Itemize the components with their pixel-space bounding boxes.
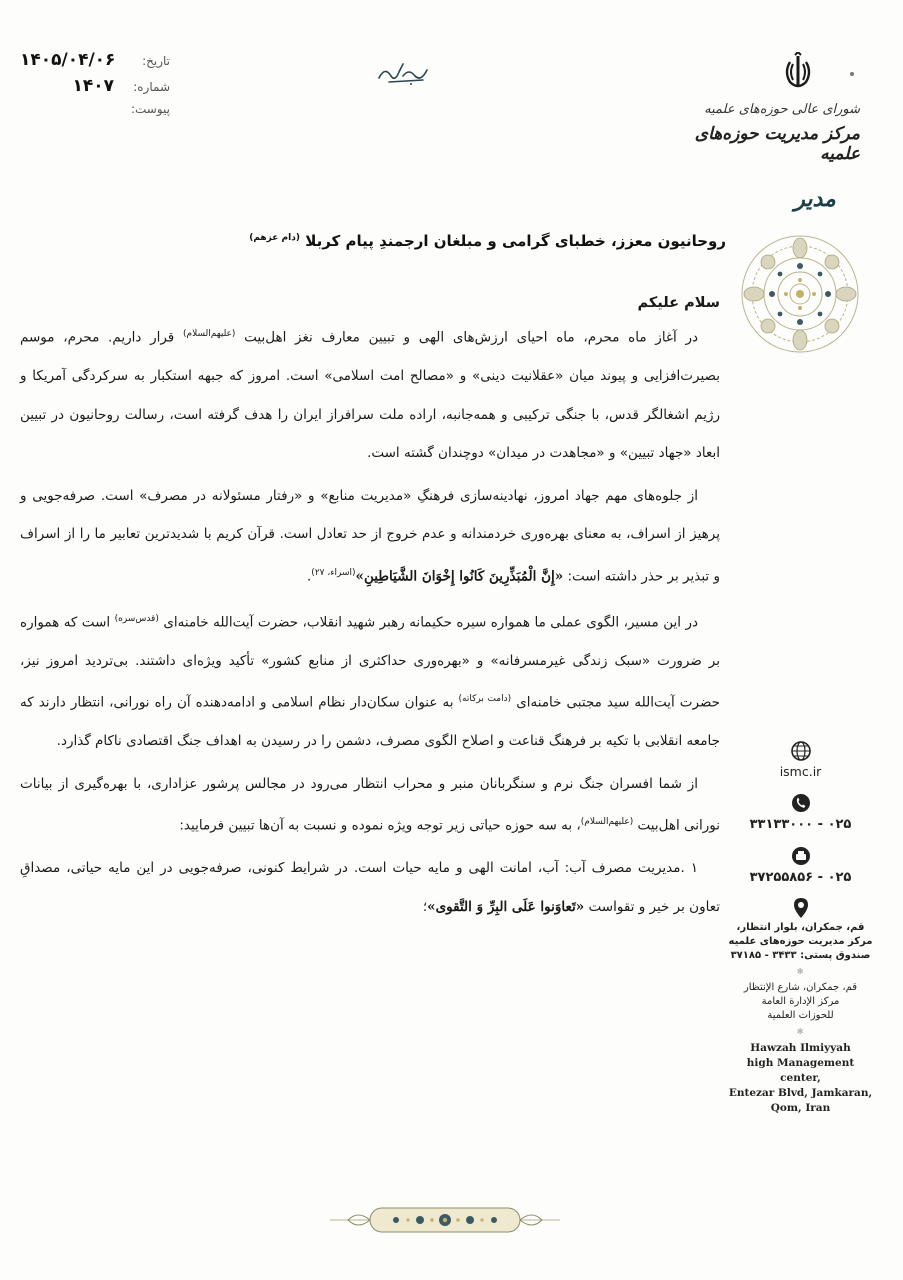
p3-text-a: در این مسیر، الگوی عملی ما همواره سیره حکیمانه رهبر شهید انقلاب، حضرت آیت‌الله خامنه‌ای [163, 614, 698, 630]
phone-icon [791, 793, 811, 813]
paragraph-3 [20, 600, 720, 761]
addressee-honorific: (دام عزهم) [249, 233, 300, 243]
sender-title: مدیر [794, 186, 836, 212]
addressee-line [249, 232, 726, 250]
attachment-row [20, 102, 170, 128]
separator-star: ✻ [796, 967, 804, 976]
p4-text-b: ، به سه حوزه حیاتی زیر توجه ویژه نموده و نسبت به آن‌ها تبیین فرمایید: [179, 817, 581, 834]
p2-end: . [307, 568, 312, 584]
p2-verse-ref: (اسراء، ۲۷) [311, 567, 356, 578]
paragraph-1 [20, 315, 720, 473]
address-fa-line: صندوق پستی: ۳۴۳۳ - ۳۷۱۸۵ [730, 950, 871, 961]
p1-honorific: (علیهم‌السلام) [182, 329, 236, 339]
contact-sidebar [728, 740, 873, 1116]
emblem-icon [778, 52, 818, 92]
p5-text-a: ۱ .مدیریت مصرف آب: آب، امانت الهی و مایه حیات است. در شرایط کنونی، صرفه‌جویی در این مایه حیاتی، مصداقِ تعاون بر خیر و تقواست [20, 860, 720, 915]
number-row [20, 76, 170, 102]
p2-verse: «إِنَّ الْمُبَذِّرِينَ كَانُوا إِخْوَانَ الشَّيَاطِينِ» [355, 568, 564, 584]
address-en [728, 1041, 873, 1116]
date-label: تاریخ: [142, 54, 170, 68]
date-row [20, 50, 170, 76]
number-value: ۱۴۰۷ [72, 76, 114, 96]
date-value: ۱۴۰۵/۰۴/۰۶ [20, 50, 116, 70]
p3-honorific-1: (قدس‌سره) [114, 613, 159, 624]
address-en-line: Hawzah Ilmiyyah [750, 1042, 851, 1054]
number-label: شماره: [133, 80, 170, 94]
mark-dot [850, 72, 854, 76]
p1-text-a: در آغاز ماه محرم، ماه احیای ارزش‌های الهی و تبیین معارف نغز اهل‌بیت [244, 329, 698, 346]
address-fa-line: قم، جمکران، بلوار انتظار، [736, 922, 865, 933]
address-ar-line: للحوزات العلمية [767, 1010, 834, 1021]
p4-honorific: (علیهم‌السلام) [580, 817, 634, 827]
p3-honorific-2: (دامت برکاته) [458, 694, 512, 704]
fax-icon [791, 846, 811, 866]
address-ar [728, 981, 873, 1023]
footer-ornament [330, 1198, 560, 1242]
addressee-text: روحانیون معزز، خطبای گرامی و مبلغان ارجمندِ پیام کربلا [305, 232, 726, 250]
paragraph-2 [20, 477, 720, 596]
address-fa [728, 921, 873, 963]
greeting: سلام علیکم [637, 295, 720, 311]
p5-end: ؛ [422, 898, 428, 915]
address-en-line: Entezar Blvd, Jamkaran, [728, 1087, 873, 1099]
address-en-line: high Management center, [746, 1057, 855, 1084]
address-ar-line: قم، جمکران، شارع الإنتظار [743, 982, 858, 993]
address-en-line: Qom, Iran [770, 1102, 831, 1114]
fax-number: ۰۲۵ - ۳۷۲۵۵۸۵۶ [749, 870, 852, 885]
globe-icon [790, 740, 812, 762]
org-name: مرکز مدیریت حوزه‌های علمیه [694, 124, 860, 164]
org-council: شورای عالی حوزه‌های علمیه [704, 102, 860, 117]
letter-body [20, 295, 720, 926]
p4-text-a: از شما افسران جنگ نرم و سنگربانان منبر و محراب انتظار می‌رود در مجالس پرشور عزاداری، با بهره‌گیری از بیانات نورانی اهل‌بیت [20, 775, 720, 834]
website-link[interactable]: ismc.ir [779, 764, 822, 779]
p2-text-a: از جلوه‌های مهم جهاد امروز، نهادینه‌سازی فرهنگِ «مدیریت منابع» و «رفتار مسئولانه در مصرف» است. صرفه‌جویی و پرهیز از اسراف، به معنای بهره‌وری خردمندانه و عدم خروج از حد تعادل است. قرآن کریم با شدیدترین تعابیر ما را از اسراف و تبذیر بر حذر داشته است: [20, 487, 720, 584]
attachment-label: پیوست: [130, 102, 170, 116]
p3-text-b: است که همواره بر ضرورت «سبک زندگی غیرمسرفانه» و «بهره‌وری حداکثری از منابع کشور» تأکید ویژه‌ای داشتند. بی‌تردید امروز نیز، حضرت آیت‌الله سید مجتبی خامنه‌ای [20, 614, 721, 711]
paragraph-5 [20, 849, 720, 926]
p1-text-b: قرار داریم. محرم، موسم بصیرت‌افزایی و پیوند میان «عقلانیت دینی» و «مصالح امت اسلامی» است. امروز که جبهه استکبار به سرکردگی آمریکا و رژیم اشغالگر قدس، با جنگی ترکیبی و همه‌جانبه، اراده ملت سرافراز ایران را هدف گرفته است، رسالت روحانیون در تبیین ابعاد «جهاد تبیین» و «مجاهدت در میدان» دوچندان گشته است. [20, 329, 720, 461]
paragraph-4 [20, 765, 720, 846]
letter-meta [20, 50, 170, 128]
p5-verse: «تَعاوَنوا عَلَى البِرِّ وَ التَّقوى» [427, 898, 585, 915]
address-fa-line: مرکز مدیریت حوزه‌های علمیه [728, 936, 873, 947]
basmala-calligraphy [375, 58, 435, 88]
separator-star: ✻ [796, 1027, 804, 1036]
phone-number: ۰۲۵ - ۳۳۱۳۳۰۰۰ [749, 817, 852, 832]
p3-text-c: به عنوان سکان‌دار نظام اسلامی و ادامه‌دهنده آن راه نورانی، انتظار دارند که جامعه انقلابی با تکیه بر فرهنگ قناعت و اصلاح الگوی مصرف، دشمن را در رسیدن به اهداف جنگ اقتصادی ناکام گذارد. [20, 694, 720, 749]
address-ar-line: مركز الإدارة العامة [761, 996, 840, 1007]
location-icon [792, 897, 810, 919]
rosette-ornament [738, 232, 862, 356]
